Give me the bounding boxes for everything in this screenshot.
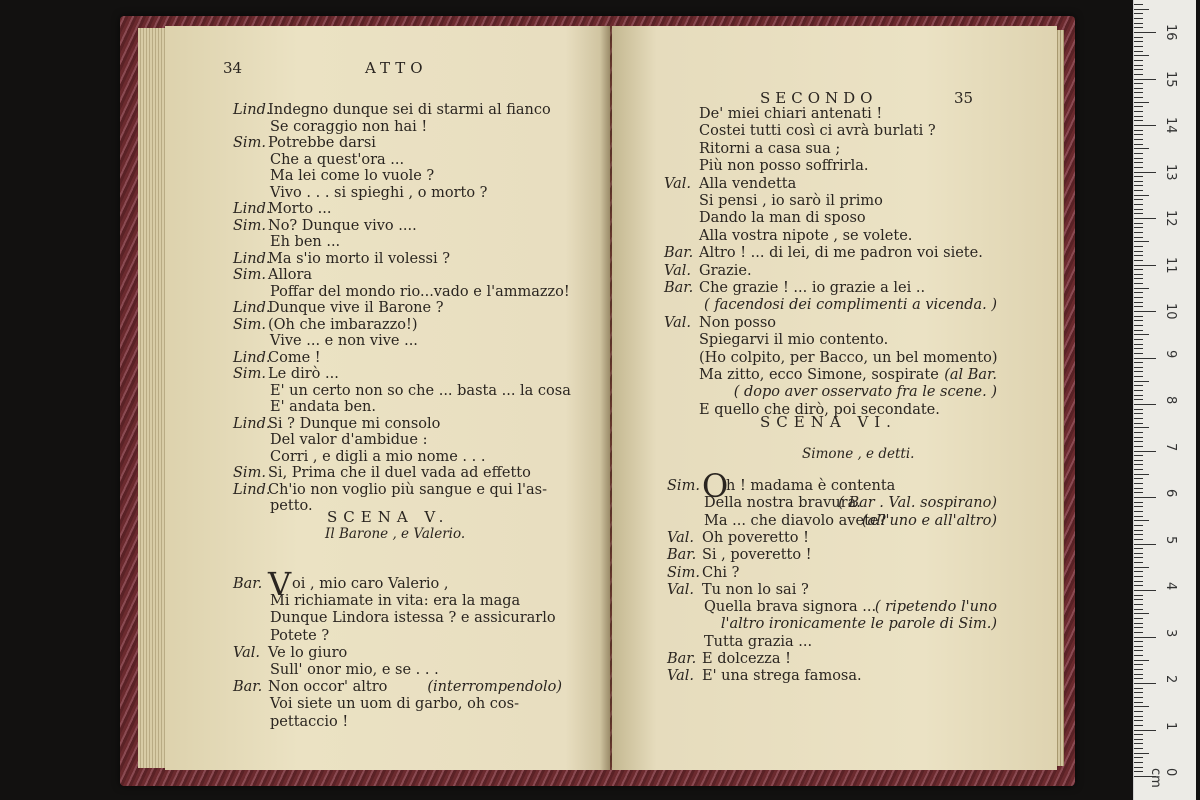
ruler-label: 14 bbox=[1163, 117, 1178, 134]
ruler-tick bbox=[1134, 55, 1149, 56]
ruler-tick bbox=[1134, 478, 1143, 479]
speaker-label: Val. bbox=[664, 314, 692, 331]
ruler-tick bbox=[1134, 539, 1143, 540]
speaker-label: Val. bbox=[664, 262, 692, 279]
speaker-label: Bar. bbox=[667, 547, 697, 564]
verse-line: Ve lo giuro bbox=[268, 644, 348, 661]
speaker-label: Sim. bbox=[233, 217, 266, 234]
ruler-tick bbox=[1134, 60, 1143, 61]
speaker-label: Val. bbox=[664, 175, 692, 192]
verse-line: (Ho colpito, per Bacco, un bel momento) bbox=[699, 349, 998, 366]
scene-title: SCENA VI. bbox=[760, 413, 897, 431]
ruler-tick bbox=[1134, 385, 1143, 386]
verse-line: Ma zitto, ecco Simone, sospirate bbox=[699, 367, 939, 383]
ruler-tick bbox=[1134, 302, 1143, 303]
ruler-tick bbox=[1134, 130, 1143, 131]
ruler-tick bbox=[1134, 464, 1143, 465]
ruler-tick bbox=[1134, 274, 1143, 275]
ruler-tick bbox=[1134, 269, 1143, 270]
ruler-tick bbox=[1134, 209, 1143, 210]
ruler-tick bbox=[1134, 534, 1143, 535]
verse-line: petto. bbox=[270, 498, 313, 514]
verse-line: Morto ... bbox=[268, 201, 332, 217]
ruler-tick bbox=[1134, 432, 1143, 433]
ruler-tick bbox=[1134, 716, 1143, 717]
ruler-tick bbox=[1134, 488, 1143, 489]
verse-line: Le dirò ... bbox=[268, 366, 339, 382]
ruler-tick bbox=[1134, 199, 1143, 200]
ruler-tick bbox=[1134, 213, 1143, 214]
page-edges-left bbox=[138, 28, 168, 768]
ruler-tick bbox=[1134, 362, 1143, 363]
ruler-tick bbox=[1134, 567, 1149, 568]
verse-line: Si ? Dunque mi consolo bbox=[268, 415, 441, 432]
ruler-tick bbox=[1134, 585, 1143, 586]
ruler-tick bbox=[1134, 97, 1143, 98]
ruler-tick bbox=[1134, 246, 1143, 247]
ruler-tick bbox=[1134, 660, 1149, 661]
ruler-tick bbox=[1134, 697, 1143, 698]
ruler-tick bbox=[1134, 548, 1143, 549]
ruler-tick bbox=[1134, 427, 1149, 428]
verse-line: Grazie. bbox=[699, 262, 752, 279]
ruler-tick bbox=[1134, 102, 1149, 103]
ruler-tick bbox=[1134, 762, 1143, 763]
speaker-label: Lind. bbox=[233, 349, 271, 366]
speaker-label: Sim. bbox=[233, 267, 266, 283]
ruler-tick bbox=[1134, 306, 1143, 307]
verse-line: Chi ? bbox=[702, 564, 740, 581]
ruler-tick bbox=[1134, 599, 1143, 600]
speaker-label: Bar. bbox=[233, 679, 263, 696]
speaker-label: Val. bbox=[667, 581, 695, 598]
ruler-label: 9 bbox=[1163, 349, 1178, 358]
ruler-tick bbox=[1134, 604, 1143, 605]
ruler-tick bbox=[1134, 748, 1143, 749]
ruler-tick bbox=[1134, 688, 1143, 689]
verse-line: Ritorni a casa sua ; bbox=[699, 140, 841, 157]
ruler-tick bbox=[1134, 413, 1143, 414]
ruler-tick bbox=[1134, 9, 1149, 10]
speaker-label: Bar. bbox=[233, 576, 263, 592]
ruler-tick bbox=[1134, 162, 1143, 163]
ruler-label: 11 bbox=[1163, 256, 1178, 274]
ruler-tick bbox=[1134, 637, 1156, 638]
speaker-label: Val. bbox=[233, 644, 261, 661]
ruler-tick bbox=[1134, 125, 1156, 126]
ruler-tick bbox=[1134, 711, 1143, 712]
speaker-label: Val. bbox=[667, 529, 695, 546]
verse-line: Allora bbox=[268, 267, 313, 283]
ruler-tick bbox=[1134, 195, 1149, 196]
stage-direction: l'altro ironicamente le parole di Sim.) bbox=[720, 616, 997, 633]
ruler-tick bbox=[1134, 218, 1156, 219]
ruler-tick bbox=[1134, 739, 1143, 740]
drop-cap: O bbox=[702, 467, 729, 505]
left-page bbox=[165, 26, 610, 770]
ruler-tick bbox=[1134, 553, 1143, 554]
scene-subtitle: Simone , e detti. bbox=[802, 446, 915, 462]
ruler-tick bbox=[1134, 251, 1143, 252]
ruler-tick bbox=[1134, 4, 1143, 5]
verse-line: Non posso bbox=[699, 314, 776, 331]
verse-line: No? Dunque vivo .... bbox=[268, 217, 417, 234]
verse-line: Sull' onor mio, e se . . . bbox=[270, 662, 439, 678]
ruler-tick bbox=[1134, 260, 1143, 261]
verse-line: Come ! bbox=[268, 349, 321, 366]
speaker-label: Lind. bbox=[233, 300, 271, 316]
ruler-label: 15 bbox=[1163, 70, 1178, 88]
verse-line: Si , poveretto ! bbox=[702, 547, 812, 564]
right-page bbox=[612, 26, 1057, 770]
ruler-tick bbox=[1134, 37, 1143, 38]
verse-line: Dando la man di sposo bbox=[699, 210, 866, 227]
ruler-tick bbox=[1134, 288, 1149, 289]
verse-line: h ! madama è contenta bbox=[726, 478, 896, 494]
verse-line: Mi richiamate in vita: era la maga bbox=[270, 593, 521, 610]
ruler-tick bbox=[1134, 176, 1143, 177]
ruler-tick bbox=[1134, 446, 1143, 447]
ruler-tick bbox=[1134, 339, 1143, 340]
ruler-tick bbox=[1134, 172, 1156, 173]
ruler-tick bbox=[1134, 613, 1149, 614]
ruler-tick bbox=[1134, 409, 1143, 410]
verse-line: Tu non lo sai ? bbox=[702, 581, 809, 598]
speaker-label: Bar. bbox=[664, 245, 694, 262]
ruler-tick bbox=[1134, 618, 1143, 619]
ruler-tick bbox=[1134, 297, 1143, 298]
ruler-tick bbox=[1134, 353, 1143, 354]
ruler-tick bbox=[1134, 334, 1149, 335]
ruler-tick bbox=[1134, 83, 1143, 84]
verse-line: Potete ? bbox=[270, 627, 330, 644]
verse-line: Dunque vive il Barone ? bbox=[268, 300, 444, 316]
ruler-tick bbox=[1134, 283, 1143, 284]
ruler-tick bbox=[1134, 581, 1143, 582]
verse-line: oi , mio caro Valerio , bbox=[292, 576, 449, 592]
stage-direction: (al Bar. bbox=[944, 367, 997, 383]
ruler-tick bbox=[1134, 395, 1143, 396]
ruler-tick bbox=[1134, 167, 1143, 168]
ruler-label: 6 bbox=[1163, 489, 1178, 498]
ruler-tick bbox=[1134, 725, 1143, 726]
ruler-tick bbox=[1134, 106, 1143, 107]
ruler-tick bbox=[1134, 79, 1156, 80]
speaker-label: Lind. bbox=[233, 201, 271, 217]
ruler-tick bbox=[1134, 153, 1143, 154]
stage-direction: ( facendosi dei complimenti a vicenda. ) bbox=[704, 297, 997, 314]
scene-subtitle: Il Barone , e Valerio. bbox=[325, 526, 466, 542]
ruler-tick bbox=[1134, 506, 1143, 507]
ruler-tick bbox=[1134, 469, 1143, 470]
ruler-tick bbox=[1134, 664, 1143, 665]
ruler-tick bbox=[1134, 441, 1143, 442]
ruler-tick bbox=[1134, 241, 1149, 242]
ruler-tick bbox=[1134, 265, 1156, 266]
ruler-label: 1 bbox=[1163, 721, 1178, 730]
ruler-tick bbox=[1134, 381, 1149, 382]
page-header: ATTO bbox=[365, 59, 428, 77]
ruler-tick bbox=[1134, 627, 1143, 628]
verse-line: Alla vendetta bbox=[699, 175, 797, 192]
ruler-tick bbox=[1134, 437, 1143, 438]
ruler-tick bbox=[1134, 18, 1143, 19]
verse-line: pettaccio ! bbox=[270, 713, 349, 730]
speaker-label: Lind. bbox=[233, 102, 271, 118]
ruler-tick bbox=[1134, 492, 1143, 493]
ruler-tick bbox=[1134, 525, 1143, 526]
verse-line: Tutta grazia ... bbox=[704, 633, 813, 650]
ruler-tick bbox=[1134, 474, 1149, 475]
ruler-tick bbox=[1134, 51, 1143, 52]
speaker-label: Sim. bbox=[233, 135, 266, 151]
verse-line: (Oh che imbarazzo!) bbox=[268, 316, 418, 333]
verse-line: Che a quest'ora ... bbox=[270, 151, 405, 168]
verse-line: Più non posso soffrirla. bbox=[699, 158, 869, 175]
ruler-tick bbox=[1134, 13, 1143, 14]
verse-line: Ma ... che diavolo avete? bbox=[704, 512, 887, 529]
page-number: 35 bbox=[954, 89, 974, 107]
ruler-tick bbox=[1134, 371, 1143, 372]
ruler-tick bbox=[1134, 571, 1143, 572]
verse-line: Costei tutti così ci avrà burlati ? bbox=[699, 123, 936, 140]
verse-line: Potrebbe darsi bbox=[268, 135, 376, 151]
ruler-tick bbox=[1134, 655, 1143, 656]
ruler-tick bbox=[1134, 232, 1143, 233]
verse-line: Voi siete un uom di garbo, oh cos- bbox=[270, 696, 519, 713]
ruler-tick bbox=[1134, 23, 1143, 24]
ruler-tick bbox=[1134, 278, 1143, 279]
ruler-tick bbox=[1134, 692, 1143, 693]
ruler-tick bbox=[1134, 358, 1156, 359]
ruler-tick bbox=[1134, 562, 1143, 563]
verse-line: Vive ... e non vive ... bbox=[270, 333, 418, 349]
verse-line: Se coraggio non hai ! bbox=[270, 118, 428, 135]
ruler-tick bbox=[1134, 181, 1143, 182]
verse-line: Si, Prima che il duel vada ad effetto bbox=[268, 465, 531, 481]
ruler-tick bbox=[1134, 702, 1143, 703]
verse-line: E quello che dirò, poi secondate. bbox=[699, 401, 940, 418]
speaker-label: Lind. bbox=[233, 250, 271, 267]
verse-line: Ch'io non voglio più sangue e qui l'as- bbox=[268, 481, 547, 498]
ruler-tick bbox=[1134, 734, 1143, 735]
ruler-tick bbox=[1134, 455, 1143, 456]
ruler-tick bbox=[1134, 390, 1143, 391]
speaker-label: Bar. bbox=[667, 651, 697, 667]
ruler-tick bbox=[1134, 404, 1156, 405]
ruler-tick bbox=[1134, 316, 1143, 317]
verse-line: Non occor' altro bbox=[268, 679, 388, 696]
verse-line: Vivo . . . si spieghi , o morto ? bbox=[270, 184, 488, 201]
ruler-label: 10 bbox=[1163, 303, 1178, 320]
ruler-tick bbox=[1134, 185, 1143, 186]
speaker-label: Lind. bbox=[233, 481, 271, 498]
ruler-tick bbox=[1134, 669, 1143, 670]
scene-title: SCENA V. bbox=[327, 508, 450, 526]
verse-line: Poffar del mondo rio...vado e l'ammazzo! bbox=[270, 283, 570, 300]
ruler-tick bbox=[1134, 65, 1143, 66]
ruler-tick bbox=[1134, 88, 1143, 89]
ruler-tick bbox=[1134, 320, 1143, 321]
ruler-tick bbox=[1134, 344, 1143, 345]
ruler-tick bbox=[1134, 111, 1143, 112]
verse-line: Spiegarvi il mio contento. bbox=[699, 332, 889, 349]
ruler-tick bbox=[1134, 148, 1149, 149]
ruler-label: 12 bbox=[1163, 210, 1178, 227]
ruler-tick bbox=[1134, 311, 1156, 312]
ruler-tick bbox=[1134, 330, 1143, 331]
ruler-tick bbox=[1134, 632, 1143, 633]
ruler-tick bbox=[1134, 767, 1143, 768]
verse-line: Ma lei come lo vuole ? bbox=[270, 168, 435, 184]
speaker-label: Sim. bbox=[667, 564, 700, 581]
ruler-tick bbox=[1134, 502, 1143, 503]
ruler-tick bbox=[1134, 520, 1149, 521]
ruler-label: 13 bbox=[1163, 163, 1178, 181]
ruler-label: 7 bbox=[1163, 442, 1178, 451]
stage-direction: ( Bar . Val. sospirano) bbox=[838, 495, 997, 512]
verse-line: De' miei chiari antenati ! bbox=[699, 106, 883, 122]
speaker-label: Bar. bbox=[664, 280, 694, 296]
ruler-tick bbox=[1134, 399, 1143, 400]
ruler-tick bbox=[1134, 116, 1143, 117]
ruler-tick bbox=[1134, 720, 1143, 721]
ruler-tick bbox=[1134, 158, 1143, 159]
verse-line: Quella brava signora ... bbox=[704, 599, 877, 616]
ruler-tick bbox=[1134, 576, 1143, 577]
verse-line: E' una strega famosa. bbox=[702, 668, 862, 685]
ruler-tick bbox=[1134, 609, 1143, 610]
ruler-tick bbox=[1134, 530, 1143, 531]
verse-line: E' un certo non so che ... basta ... la cosa bbox=[270, 382, 571, 399]
verse-line: Della nostra bravura. bbox=[704, 495, 861, 512]
page-number: 34 bbox=[223, 59, 243, 77]
verse-line: Del valor d'ambidue : bbox=[270, 432, 428, 448]
stage-direction: (interrompendolo) bbox=[427, 679, 562, 696]
page-header: SECONDO bbox=[760, 89, 878, 107]
ruler-tick bbox=[1134, 511, 1143, 512]
verse-line: Si pensi , io sarò il primo bbox=[699, 193, 883, 209]
ruler-tick bbox=[1134, 771, 1143, 772]
speaker-label: Val. bbox=[667, 668, 695, 685]
ruler-tick bbox=[1134, 544, 1156, 545]
ruler-tick bbox=[1134, 743, 1143, 744]
ruler-tick bbox=[1134, 590, 1156, 591]
ruler-tick bbox=[1134, 423, 1143, 424]
ruler-tick bbox=[1134, 451, 1156, 452]
ruler-tick bbox=[1134, 223, 1143, 224]
ruler-tick bbox=[1134, 348, 1143, 349]
ruler-tick bbox=[1134, 190, 1143, 191]
ruler-tick bbox=[1134, 69, 1143, 70]
verse-line: Eh ben ... bbox=[270, 234, 341, 250]
ruler-tick bbox=[1134, 139, 1143, 140]
ruler-label: 16 bbox=[1163, 24, 1178, 41]
verse-line: Corri , e digli a mio nome . . . bbox=[270, 448, 486, 465]
ruler-tick bbox=[1134, 623, 1143, 624]
ruler-tick bbox=[1134, 325, 1143, 326]
ruler-tick bbox=[1134, 134, 1143, 135]
ruler-tick bbox=[1134, 683, 1156, 684]
ruler-tick bbox=[1134, 674, 1143, 675]
speaker-label: Sim. bbox=[233, 316, 266, 333]
ruler-tick bbox=[1134, 595, 1143, 596]
ruler-label: 4 bbox=[1163, 582, 1178, 591]
drop-cap: V bbox=[268, 565, 292, 603]
ruler-tick bbox=[1134, 641, 1143, 642]
ruler-tick bbox=[1134, 557, 1143, 558]
ruler-tick bbox=[1134, 497, 1156, 498]
measuring-ruler bbox=[1133, 0, 1196, 800]
ruler-label: 5 bbox=[1163, 535, 1178, 544]
ruler-tick bbox=[1134, 255, 1143, 256]
ruler-tick bbox=[1134, 74, 1143, 75]
ruler-label: 0 cm bbox=[1148, 768, 1178, 788]
stage-direction: ( ripetendo l'uno bbox=[874, 599, 997, 616]
verse-line: Altro ! ... di lei, di me padron voi siete. bbox=[699, 245, 983, 262]
ruler-tick bbox=[1134, 418, 1143, 419]
verse-line: Ma s'io morto il volessi ? bbox=[268, 250, 451, 267]
ruler-tick bbox=[1134, 27, 1143, 28]
speaker-label: Lind. bbox=[233, 415, 271, 432]
ruler-tick bbox=[1134, 92, 1143, 93]
ruler-label: 8 bbox=[1163, 396, 1178, 405]
ruler-tick bbox=[1134, 227, 1143, 228]
verse-line: Che grazie ! ... io grazie a lei .. bbox=[699, 280, 926, 296]
stage-direction: (all'uno e all'altro) bbox=[861, 512, 997, 529]
verse-line: E' andata ben. bbox=[270, 399, 376, 415]
ruler-tick bbox=[1134, 730, 1156, 731]
ruler-tick bbox=[1134, 46, 1143, 47]
ruler-tick bbox=[1134, 753, 1149, 754]
ruler-tick bbox=[1134, 32, 1156, 33]
ruler-tick bbox=[1134, 516, 1143, 517]
speaker-label: Sim. bbox=[233, 366, 266, 382]
verse-line: Alla vostra nipote , se volete. bbox=[699, 227, 913, 244]
ruler-tick bbox=[1134, 646, 1143, 647]
ruler-label: 3 bbox=[1163, 628, 1178, 637]
ruler-tick bbox=[1134, 678, 1143, 679]
ruler-tick bbox=[1134, 41, 1143, 42]
ruler-tick bbox=[1134, 237, 1143, 238]
speaker-label: Sim. bbox=[667, 478, 700, 494]
ruler-tick bbox=[1134, 483, 1143, 484]
ruler-tick bbox=[1134, 650, 1143, 651]
verse-line: Indegno dunque sei di starmi al fianco bbox=[268, 102, 551, 118]
ruler-tick bbox=[1134, 757, 1143, 758]
verse-line: Dunque Lindora istessa ? e assicurarlo bbox=[270, 610, 556, 627]
verse-line: E dolcezza ! bbox=[702, 651, 791, 667]
verse-line: Oh poveretto ! bbox=[702, 529, 809, 546]
stage-direction: ( dopo aver osservato fra le scene. ) bbox=[733, 384, 997, 401]
ruler-tick bbox=[1134, 144, 1143, 145]
ruler-tick bbox=[1134, 204, 1143, 205]
ruler-tick bbox=[1134, 292, 1143, 293]
ruler-tick bbox=[1134, 120, 1143, 121]
ruler-tick bbox=[1134, 706, 1149, 707]
ruler-tick bbox=[1134, 460, 1143, 461]
ruler-label: 2 bbox=[1163, 675, 1178, 684]
ruler-tick bbox=[1134, 376, 1143, 377]
speaker-label: Sim. bbox=[233, 465, 266, 481]
ruler-tick bbox=[1134, 367, 1143, 368]
